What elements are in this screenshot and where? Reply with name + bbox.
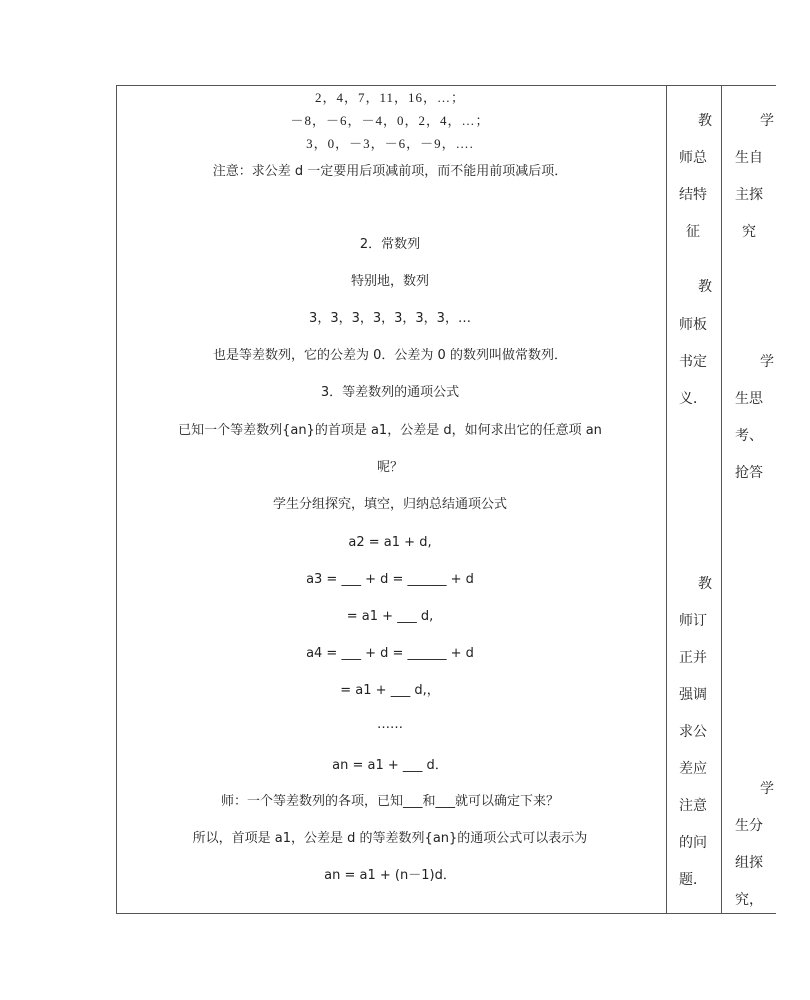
student-note: 究 bbox=[742, 224, 756, 240]
section-3-heading: 3．等差数列的通项公式 bbox=[320, 385, 460, 400]
student-note: 生思 bbox=[735, 391, 763, 407]
formula-line: an = a1 + (n－1)d． bbox=[324, 868, 456, 883]
teacher-note: 师订 bbox=[679, 613, 707, 629]
student-note: 考、 bbox=[735, 428, 763, 444]
teacher-note: 题． bbox=[679, 872, 707, 888]
teacher-note: 教 bbox=[698, 279, 712, 295]
formula-line: = a1 + ___ d, bbox=[346, 609, 434, 624]
teacher-note: 教 bbox=[698, 113, 712, 129]
column-divider-2 bbox=[721, 85, 722, 914]
formula-line: a2 = a1 + d, bbox=[348, 535, 432, 550]
teacher-note: 正并 bbox=[679, 650, 707, 666]
student-note: 主探 bbox=[735, 187, 763, 203]
student-note: 学 bbox=[760, 354, 774, 370]
teacher-note: 注意 bbox=[679, 798, 707, 814]
teacher-note: 教 bbox=[698, 576, 712, 592]
text-line: 已知一个等差数列{an}的首项是 a1，公差是 d，如何求出它的任意项 an bbox=[178, 423, 602, 438]
sequence-example-2: －8，－6，－4，0，2，4，…； bbox=[290, 113, 490, 128]
formula-line: a4 = ___ + d = ______ + d bbox=[306, 646, 474, 661]
ellipsis-line: …… bbox=[377, 717, 403, 732]
student-note: 学 bbox=[760, 781, 774, 797]
teacher-note: 差应 bbox=[679, 761, 707, 777]
sequence-example-1: 2，4，7，11，16，…； bbox=[314, 90, 466, 105]
table-bottom-border bbox=[116, 913, 776, 914]
text-line: 师：一个等差数列的各项，已知___和___就可以确定下来？ bbox=[220, 794, 559, 809]
student-note: 学 bbox=[760, 113, 774, 129]
student-note: 抢答 bbox=[735, 465, 763, 481]
text-line: 学生分组探究，填空，归纳总结通项公式 bbox=[272, 497, 507, 512]
table-left-border bbox=[116, 85, 117, 914]
teacher-note: 师总 bbox=[679, 150, 707, 166]
column-divider-1 bbox=[666, 85, 667, 914]
text-line: 特别地，数列 bbox=[350, 274, 429, 289]
teacher-note: 义． bbox=[679, 391, 707, 407]
teacher-note: 结特 bbox=[679, 187, 707, 203]
sequence-example-3: 3，0，－3，－6，－9，…. bbox=[306, 136, 474, 151]
text-line: 也是等差数列，它的公差为 0．公差为 0 的数列叫做常数列． bbox=[213, 348, 567, 363]
teacher-note: 强调 bbox=[679, 687, 707, 703]
student-note: 组探 bbox=[735, 855, 763, 871]
text-line: 所以，首项是 a1，公差是 d 的等差数列{an}的通项公式可以表示为 bbox=[192, 831, 588, 846]
formula-line: = a1 + ___ d,， bbox=[340, 683, 440, 698]
formula-line: an = a1 + ___ d． bbox=[332, 758, 448, 773]
constant-sequence: 3，3，3，3，3，3，3，… bbox=[309, 311, 471, 326]
teacher-note: 求公 bbox=[679, 724, 707, 740]
teacher-note: 书定 bbox=[679, 354, 707, 370]
student-note: 生分 bbox=[735, 818, 763, 834]
table-top-border bbox=[116, 85, 776, 86]
student-note: 生自 bbox=[735, 150, 763, 166]
text-line: 呢？ bbox=[376, 460, 403, 475]
student-note: 究， bbox=[735, 892, 763, 908]
formula-line: a3 = ___ + d = ______ + d bbox=[306, 572, 474, 587]
teacher-note: 师板 bbox=[679, 317, 707, 333]
note-text: 注意：求公差 d 一定要用后项减前项，而不能用前项减后项． bbox=[212, 164, 568, 179]
section-2-heading: 2．常数列 bbox=[359, 237, 421, 252]
teacher-note: 征 bbox=[686, 224, 700, 240]
teacher-note: 的问 bbox=[679, 835, 707, 851]
